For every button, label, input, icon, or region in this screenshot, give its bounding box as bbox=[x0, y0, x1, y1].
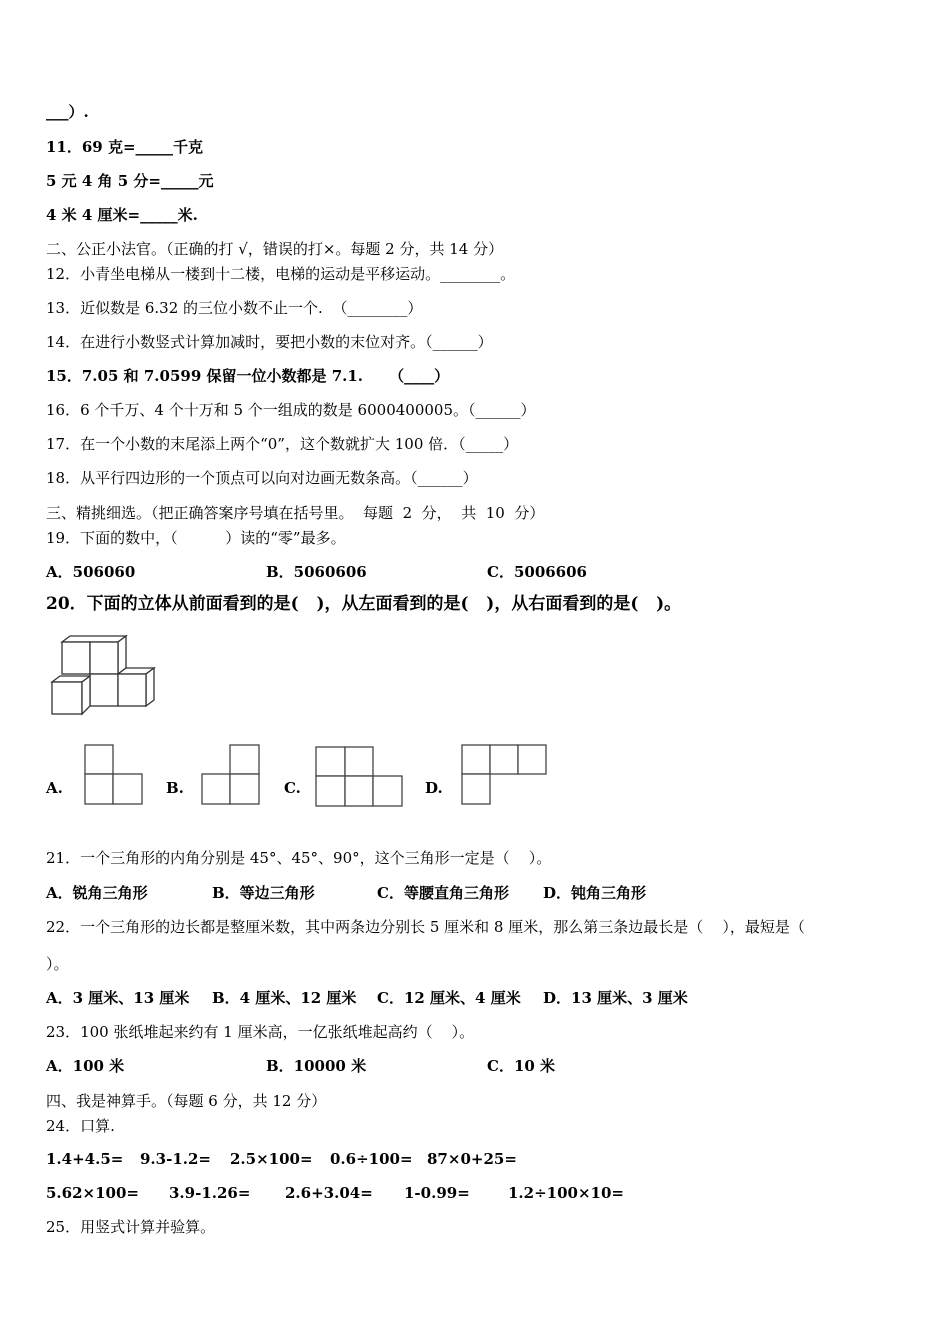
q21-option-c: C．等腰直角三角形 bbox=[377, 884, 509, 902]
q24-row2-item-1: 5.62×100= bbox=[46, 1184, 139, 1202]
q24-row1-item-1: 1.4+4.5= bbox=[46, 1150, 124, 1168]
section-4-heading: 四、我是神算手。（每题 6 分，共 12 分） bbox=[46, 1092, 327, 1110]
q19-option-c: C．5006606 bbox=[487, 563, 587, 581]
q20-option-d-label: D. bbox=[425, 779, 443, 797]
question-25: 25．用竖式计算并验算。 bbox=[46, 1218, 216, 1236]
q24-row2-item-5: 1.2÷100×10= bbox=[508, 1184, 624, 1202]
section-3-heading: 三、精挑细选。（把正确答案序号填在括号里。 每题 2 分， 共 10 分） bbox=[46, 504, 545, 522]
q19-option-b: B．5060606 bbox=[266, 563, 367, 581]
question-22-line-2: ）。 bbox=[46, 955, 69, 973]
question-23: 23．100 张纸堆起来约有 1 厘米高，一亿张纸堆起高约（ ）。 bbox=[46, 1023, 475, 1041]
q21-option-b: B．等边三角形 bbox=[212, 884, 315, 902]
cube-solid-figure bbox=[48, 634, 160, 718]
continued-blank: ___）. bbox=[46, 103, 89, 121]
q22-option-a: A．3 厘米、13 厘米 bbox=[46, 989, 190, 1007]
q24-row2-item-2: 3.9-1.26= bbox=[169, 1184, 251, 1202]
question-16: 16．6 个千万、4 个十万和 5 个一组成的数是 6000400005。（______） bbox=[46, 401, 536, 419]
q23-option-b: B．10000 米 bbox=[266, 1057, 367, 1075]
question-17: 17．在一个小数的末尾添上两个“0”，这个数就扩大 100 倍．（_____） bbox=[46, 435, 519, 453]
question-11-part-2: 5 元 4 角 5 分=_____元 bbox=[46, 172, 214, 190]
q24-row1-item-2: 9.3-1.2= bbox=[140, 1150, 211, 1168]
q20-option-c-label: C. bbox=[284, 779, 301, 797]
q21-option-d: D．钝角三角形 bbox=[543, 884, 647, 902]
q22-option-b: B．4 厘米、12 厘米 bbox=[212, 989, 357, 1007]
q24-row2-item-3: 2.6+3.04= bbox=[285, 1184, 373, 1202]
q20-option-a-label: A. bbox=[46, 779, 63, 797]
question-13: 13．近似数是 6.32 的三位小数不止一个. （________） bbox=[46, 299, 423, 317]
section-2-heading: 二、公正小法官。（正确的打 √，错误的打×。每题 2 分，共 14 分） bbox=[46, 240, 504, 258]
question-15: 15．7.05 和 7.0599 保留一位小数都是 7.1. （____） bbox=[46, 367, 450, 385]
q24-row2-item-4: 1-0.99= bbox=[404, 1184, 470, 1202]
q20-option-d-figure bbox=[461, 744, 551, 806]
question-22-line-1: 22．一个三角形的边长都是整厘米数，其中两条边分别长 5 厘米和 8 厘米，那么第三条边最长是（ ），最短是（ bbox=[46, 918, 805, 936]
question-18: 18．从平行四边形的一个顶点可以向对边画无数条高。（______） bbox=[46, 469, 478, 487]
q21-option-a: A．锐角三角形 bbox=[46, 884, 148, 902]
question-12: 12．小青坐电梯从一楼到十二楼，电梯的运动是平移运动。________。 bbox=[46, 265, 516, 283]
q22-option-d: D．13 厘米、3 厘米 bbox=[543, 989, 688, 1007]
q20-option-c-figure bbox=[315, 746, 405, 808]
question-20: 20．下面的立体从前面看到的是( )，从左面看到的是( )，从右面看到的是( )。 bbox=[46, 594, 682, 614]
question-21: 21．一个三角形的内角分别是 45°、45°、90°，这个三角形一定是（ ）。 bbox=[46, 849, 552, 867]
q20-option-b-label: B. bbox=[166, 779, 184, 797]
q19-option-a: A．506060 bbox=[46, 563, 136, 581]
question-24: 24．口算. bbox=[46, 1117, 115, 1135]
q24-row1-item-3: 2.5×100= bbox=[230, 1150, 313, 1168]
q24-row1-item-4: 0.6÷100= bbox=[330, 1150, 413, 1168]
question-11-part-1: 11．69 克=_____千克 bbox=[46, 138, 204, 156]
q20-option-b-figure bbox=[201, 744, 261, 806]
q22-option-c: C．12 厘米、4 厘米 bbox=[377, 989, 521, 1007]
question-19: 19．下面的数中，（ ）读的“零”最多。 bbox=[46, 529, 346, 547]
question-14: 14．在进行小数竖式计算加减时，要把小数的末位对齐。（______） bbox=[46, 333, 493, 351]
question-11-part-3: 4 米 4 厘米=_____米. bbox=[46, 206, 198, 224]
q23-option-a: A．100 米 bbox=[46, 1057, 125, 1075]
q24-row1-item-5: 87×0+25= bbox=[427, 1150, 517, 1168]
q23-option-c: C．10 米 bbox=[487, 1057, 556, 1075]
q20-option-a-figure bbox=[84, 744, 144, 806]
